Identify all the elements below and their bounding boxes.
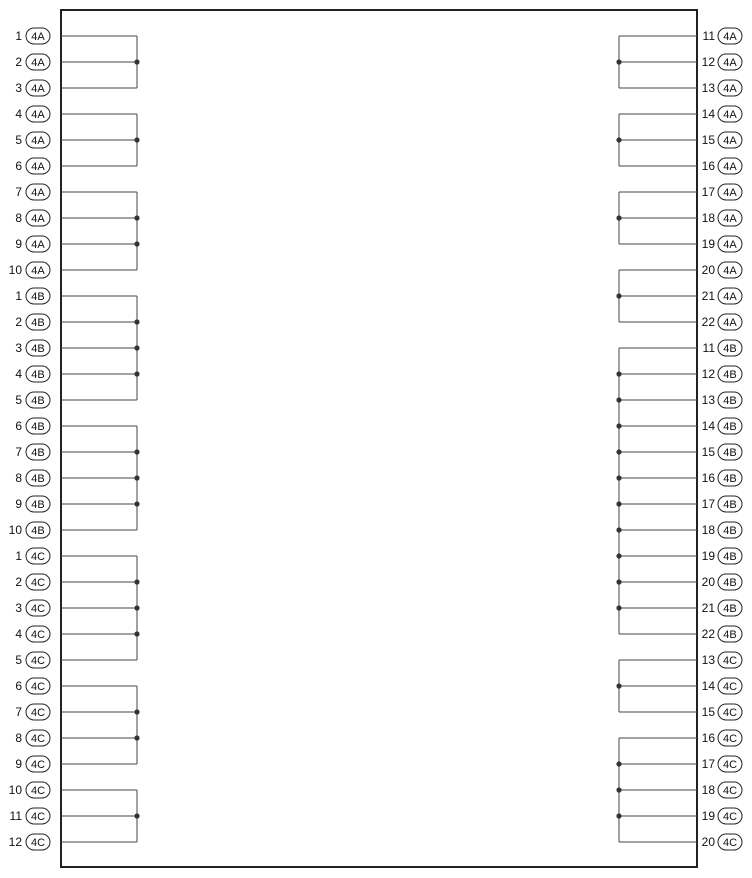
right-pin-label	[702, 210, 742, 226]
pin-number: 14	[701, 107, 715, 121]
pin-number: 4	[15, 627, 22, 641]
junction-dot	[616, 501, 621, 506]
left-pin-label	[9, 262, 50, 278]
pin-number: 5	[15, 393, 22, 407]
pin-number: 10	[8, 263, 22, 277]
pin-number: 17	[701, 497, 715, 511]
pin-number: 3	[15, 81, 22, 95]
left-pin-label	[15, 80, 50, 96]
right-pin-label	[702, 314, 742, 330]
pin-number: 10	[8, 523, 22, 537]
junction-dot	[134, 579, 139, 584]
left-pin-label	[15, 704, 50, 720]
connector-frame	[61, 10, 697, 867]
connector-code: 4A	[723, 135, 737, 147]
junction-dot	[134, 137, 139, 142]
connector-code: 4A	[723, 161, 737, 173]
left-pin-label	[10, 808, 50, 824]
junction-dot	[616, 59, 621, 64]
connector-code: 4A	[31, 265, 45, 277]
right-pin-label	[702, 54, 742, 70]
pin-number: 15	[701, 705, 715, 719]
pin-number: 16	[701, 471, 715, 485]
pin-number: 1	[15, 289, 22, 303]
pin-number: 6	[15, 419, 22, 433]
connector-code: 4A	[723, 291, 737, 303]
right-pin-label	[702, 756, 742, 772]
connector-code: 4A	[723, 109, 737, 121]
left-pin-label	[15, 652, 50, 668]
right-pin-label	[702, 574, 742, 590]
right-pin-label	[702, 496, 742, 512]
pin-number: 7	[15, 705, 22, 719]
right-pin-label	[702, 834, 742, 850]
pin-number: 8	[15, 211, 22, 225]
pin-number: 12	[701, 367, 715, 381]
connector-code: 4B	[31, 395, 45, 407]
connector-code: 4A	[31, 161, 45, 173]
left-pin-label	[15, 158, 50, 174]
connector-code: 4A	[31, 135, 45, 147]
connector-code: 4B	[31, 525, 45, 537]
connector-code: 4B	[723, 499, 737, 511]
right-pin-label	[702, 158, 742, 174]
junction-dot	[616, 449, 621, 454]
pin-number: 12	[8, 835, 22, 849]
connector-code: 4C	[30, 811, 46, 823]
left-pin-label	[15, 314, 50, 330]
connector-code: 4A	[31, 213, 45, 225]
junction-dot	[616, 475, 621, 480]
pin-number: 17	[701, 757, 715, 771]
pin-number: 22	[701, 627, 715, 641]
junction-dot	[616, 787, 621, 792]
junction-dot	[616, 605, 621, 610]
pin-number: 9	[15, 497, 22, 511]
pin-number: 9	[15, 237, 22, 251]
right-pin-label	[702, 548, 742, 564]
connector-code: 4C	[30, 837, 46, 849]
junction-dot	[134, 371, 139, 376]
pin-number: 11	[9, 809, 22, 823]
right-pin-label	[703, 28, 742, 44]
pin-number: 6	[15, 679, 22, 693]
pin-number: 5	[15, 653, 22, 667]
connector-code: 4A	[723, 83, 737, 95]
left-pin-label	[15, 54, 50, 70]
pin-number: 20	[701, 263, 715, 277]
pin-number: 2	[15, 55, 22, 69]
junction-dot	[134, 735, 139, 740]
right-pin-label	[702, 132, 742, 148]
connector-code: 4B	[723, 343, 737, 355]
right-pin-label	[702, 808, 742, 824]
junction-dot	[134, 475, 139, 480]
connector-code: 4B	[723, 447, 737, 459]
right-pin-label	[702, 626, 742, 642]
pin-number: 19	[701, 809, 715, 823]
junction-dot	[616, 761, 621, 766]
right-pin-label	[702, 262, 742, 278]
connector-code: 4C	[722, 759, 738, 771]
connector-code: 4C	[722, 733, 738, 745]
connector-code: 4C	[30, 785, 46, 797]
connector-code: 4B	[723, 551, 737, 563]
pin-number: 2	[15, 575, 22, 589]
pin-number: 1	[15, 549, 22, 563]
pin-number: 20	[701, 575, 715, 589]
junction-layer	[134, 59, 621, 818]
connector-code: 4C	[30, 655, 46, 667]
right-pin-label	[703, 340, 742, 356]
right-pin-label	[702, 678, 742, 694]
right-pin-label	[702, 366, 742, 382]
right-pin-label	[702, 236, 742, 252]
pin-number: 21	[701, 601, 715, 615]
junction-dot	[616, 215, 621, 220]
junction-dot	[134, 345, 139, 350]
pin-number: 7	[15, 445, 22, 459]
connector-code: 4A	[723, 213, 737, 225]
right-pin-label	[702, 522, 742, 538]
left-pin-label	[15, 340, 50, 356]
connector-code: 4B	[31, 421, 45, 433]
pin-number: 16	[701, 731, 715, 745]
left-pin-label	[15, 496, 50, 512]
pin-number: 4	[15, 367, 22, 381]
right-pin-label	[702, 418, 742, 434]
right-pin-label	[702, 652, 742, 668]
left-pin-label	[15, 106, 50, 122]
left-pin-label	[15, 730, 50, 746]
left-pin-label	[15, 132, 50, 148]
pin-number: 17	[701, 185, 715, 199]
connector-code: 4B	[31, 317, 45, 329]
connector-code: 4B	[723, 525, 737, 537]
pin-number: 22	[701, 315, 715, 329]
junction-dot	[134, 501, 139, 506]
pin-number: 11	[702, 29, 715, 43]
connector-code: 4A	[723, 239, 737, 251]
left-pin-label	[15, 756, 50, 772]
connector-code: 4C	[30, 707, 46, 719]
connector-code: 4B	[723, 421, 737, 433]
junction-dot	[616, 813, 621, 818]
pin-number: 9	[15, 757, 22, 771]
right-pin-label	[702, 704, 742, 720]
pin-number: 7	[15, 185, 22, 199]
junction-dot	[134, 449, 139, 454]
left-pin-label	[15, 392, 50, 408]
connector-code: 4C	[30, 577, 46, 589]
connector-code: 4C	[30, 681, 46, 693]
connector-code: 4B	[723, 473, 737, 485]
pin-number: 5	[15, 133, 22, 147]
junction-dot	[134, 813, 139, 818]
connector-code: 4A	[723, 265, 737, 277]
connector-code: 4A	[723, 31, 737, 43]
pin-number: 13	[701, 393, 715, 407]
connector-code: 4B	[31, 499, 45, 511]
connector-code: 4B	[31, 473, 45, 485]
connector-code: 4B	[723, 603, 737, 615]
connector-code: 4B	[723, 395, 737, 407]
left-pin-label	[15, 600, 50, 616]
pin-number: 8	[15, 471, 22, 485]
connector-code: 4C	[722, 655, 738, 667]
pin-label-layer	[9, 28, 742, 850]
pin-number: 3	[15, 601, 22, 615]
pin-number: 18	[701, 523, 715, 537]
connector-code: 4C	[30, 551, 46, 563]
pin-number: 8	[15, 731, 22, 745]
left-pin-label	[15, 548, 50, 564]
pin-number: 14	[701, 419, 715, 433]
right-pin-label	[702, 600, 742, 616]
junction-dot	[134, 241, 139, 246]
connector-code: 4A	[31, 187, 45, 199]
junction-dot	[616, 553, 621, 558]
connector-code: 4C	[30, 733, 46, 745]
pin-number: 6	[15, 159, 22, 173]
junction-dot	[616, 683, 621, 688]
left-pin-label	[15, 184, 50, 200]
right-pin-label	[702, 80, 742, 96]
pin-number: 13	[701, 653, 715, 667]
connector-code: 4B	[723, 369, 737, 381]
pin-number: 19	[701, 237, 715, 251]
pin-number: 14	[701, 679, 715, 693]
right-pin-label	[702, 444, 742, 460]
connector-code: 4A	[723, 187, 737, 199]
left-pin-label	[9, 522, 50, 538]
left-pin-label	[15, 418, 50, 434]
right-pin-label	[702, 470, 742, 486]
connector-code: 4C	[722, 811, 738, 823]
pin-number: 2	[15, 315, 22, 329]
connector-code: 4A	[31, 57, 45, 69]
pin-number: 19	[701, 549, 715, 563]
connector-code: 4C	[30, 759, 46, 771]
connector-code: 4A	[31, 31, 45, 43]
junction-dot	[134, 709, 139, 714]
junction-dot	[616, 293, 621, 298]
pin-number: 4	[15, 107, 22, 121]
connector-code: 4A	[31, 83, 45, 95]
right-pin-label	[702, 392, 742, 408]
left-pin-label	[15, 470, 50, 486]
left-pin-label	[15, 236, 50, 252]
connector-code: 4A	[31, 239, 45, 251]
right-pin-label	[702, 184, 742, 200]
junction-dot	[616, 579, 621, 584]
connector-code: 4B	[723, 577, 737, 589]
junction-dot	[616, 397, 621, 402]
pin-number: 18	[701, 783, 715, 797]
pin-number: 18	[701, 211, 715, 225]
left-pin-label	[15, 28, 50, 44]
left-pin-label	[15, 626, 50, 642]
junction-dot	[616, 371, 621, 376]
connector-code: 4B	[31, 343, 45, 355]
left-pin-label	[15, 210, 50, 226]
junction-dot	[134, 59, 139, 64]
left-pin-label	[15, 574, 50, 590]
pin-number: 20	[701, 835, 715, 849]
junction-dot	[134, 631, 139, 636]
right-pin-label	[702, 730, 742, 746]
pin-number: 15	[701, 445, 715, 459]
left-pin-label	[9, 782, 50, 798]
connector-code: 4C	[30, 629, 46, 641]
pin-number: 1	[15, 29, 22, 43]
right-pin-label	[702, 782, 742, 798]
pin-number: 3	[15, 341, 22, 355]
connector-code: 4B	[31, 291, 45, 303]
connector-code: 4B	[723, 629, 737, 641]
left-pin-label	[15, 678, 50, 694]
connector-code: 4C	[30, 603, 46, 615]
junction-dot	[134, 605, 139, 610]
junction-dot	[616, 423, 621, 428]
connector-code: 4A	[723, 317, 737, 329]
left-pin-label	[15, 444, 50, 460]
connector-code: 4C	[722, 707, 738, 719]
junction-dot	[616, 137, 621, 142]
left-pin-label	[9, 834, 50, 850]
connector-code: 4C	[722, 681, 738, 693]
pin-number: 16	[701, 159, 715, 173]
right-pin-label	[702, 288, 742, 304]
pin-number: 10	[8, 783, 22, 797]
junction-dot	[134, 215, 139, 220]
pin-number: 12	[701, 55, 715, 69]
junction-dot	[134, 319, 139, 324]
left-pin-label	[15, 288, 50, 304]
left-pin-label	[15, 366, 50, 382]
right-pin-label	[702, 106, 742, 122]
connector-code: 4C	[722, 837, 738, 849]
pin-number: 13	[701, 81, 715, 95]
connector-code: 4B	[31, 369, 45, 381]
connector-code: 4A	[31, 109, 45, 121]
wire-layer	[61, 36, 697, 842]
connector-code: 4B	[31, 447, 45, 459]
pin-number: 15	[701, 133, 715, 147]
junction-dot	[616, 527, 621, 532]
connector-code: 4C	[722, 785, 738, 797]
pin-number: 11	[702, 341, 715, 355]
connector-code: 4A	[723, 57, 737, 69]
pin-number: 21	[701, 289, 715, 303]
